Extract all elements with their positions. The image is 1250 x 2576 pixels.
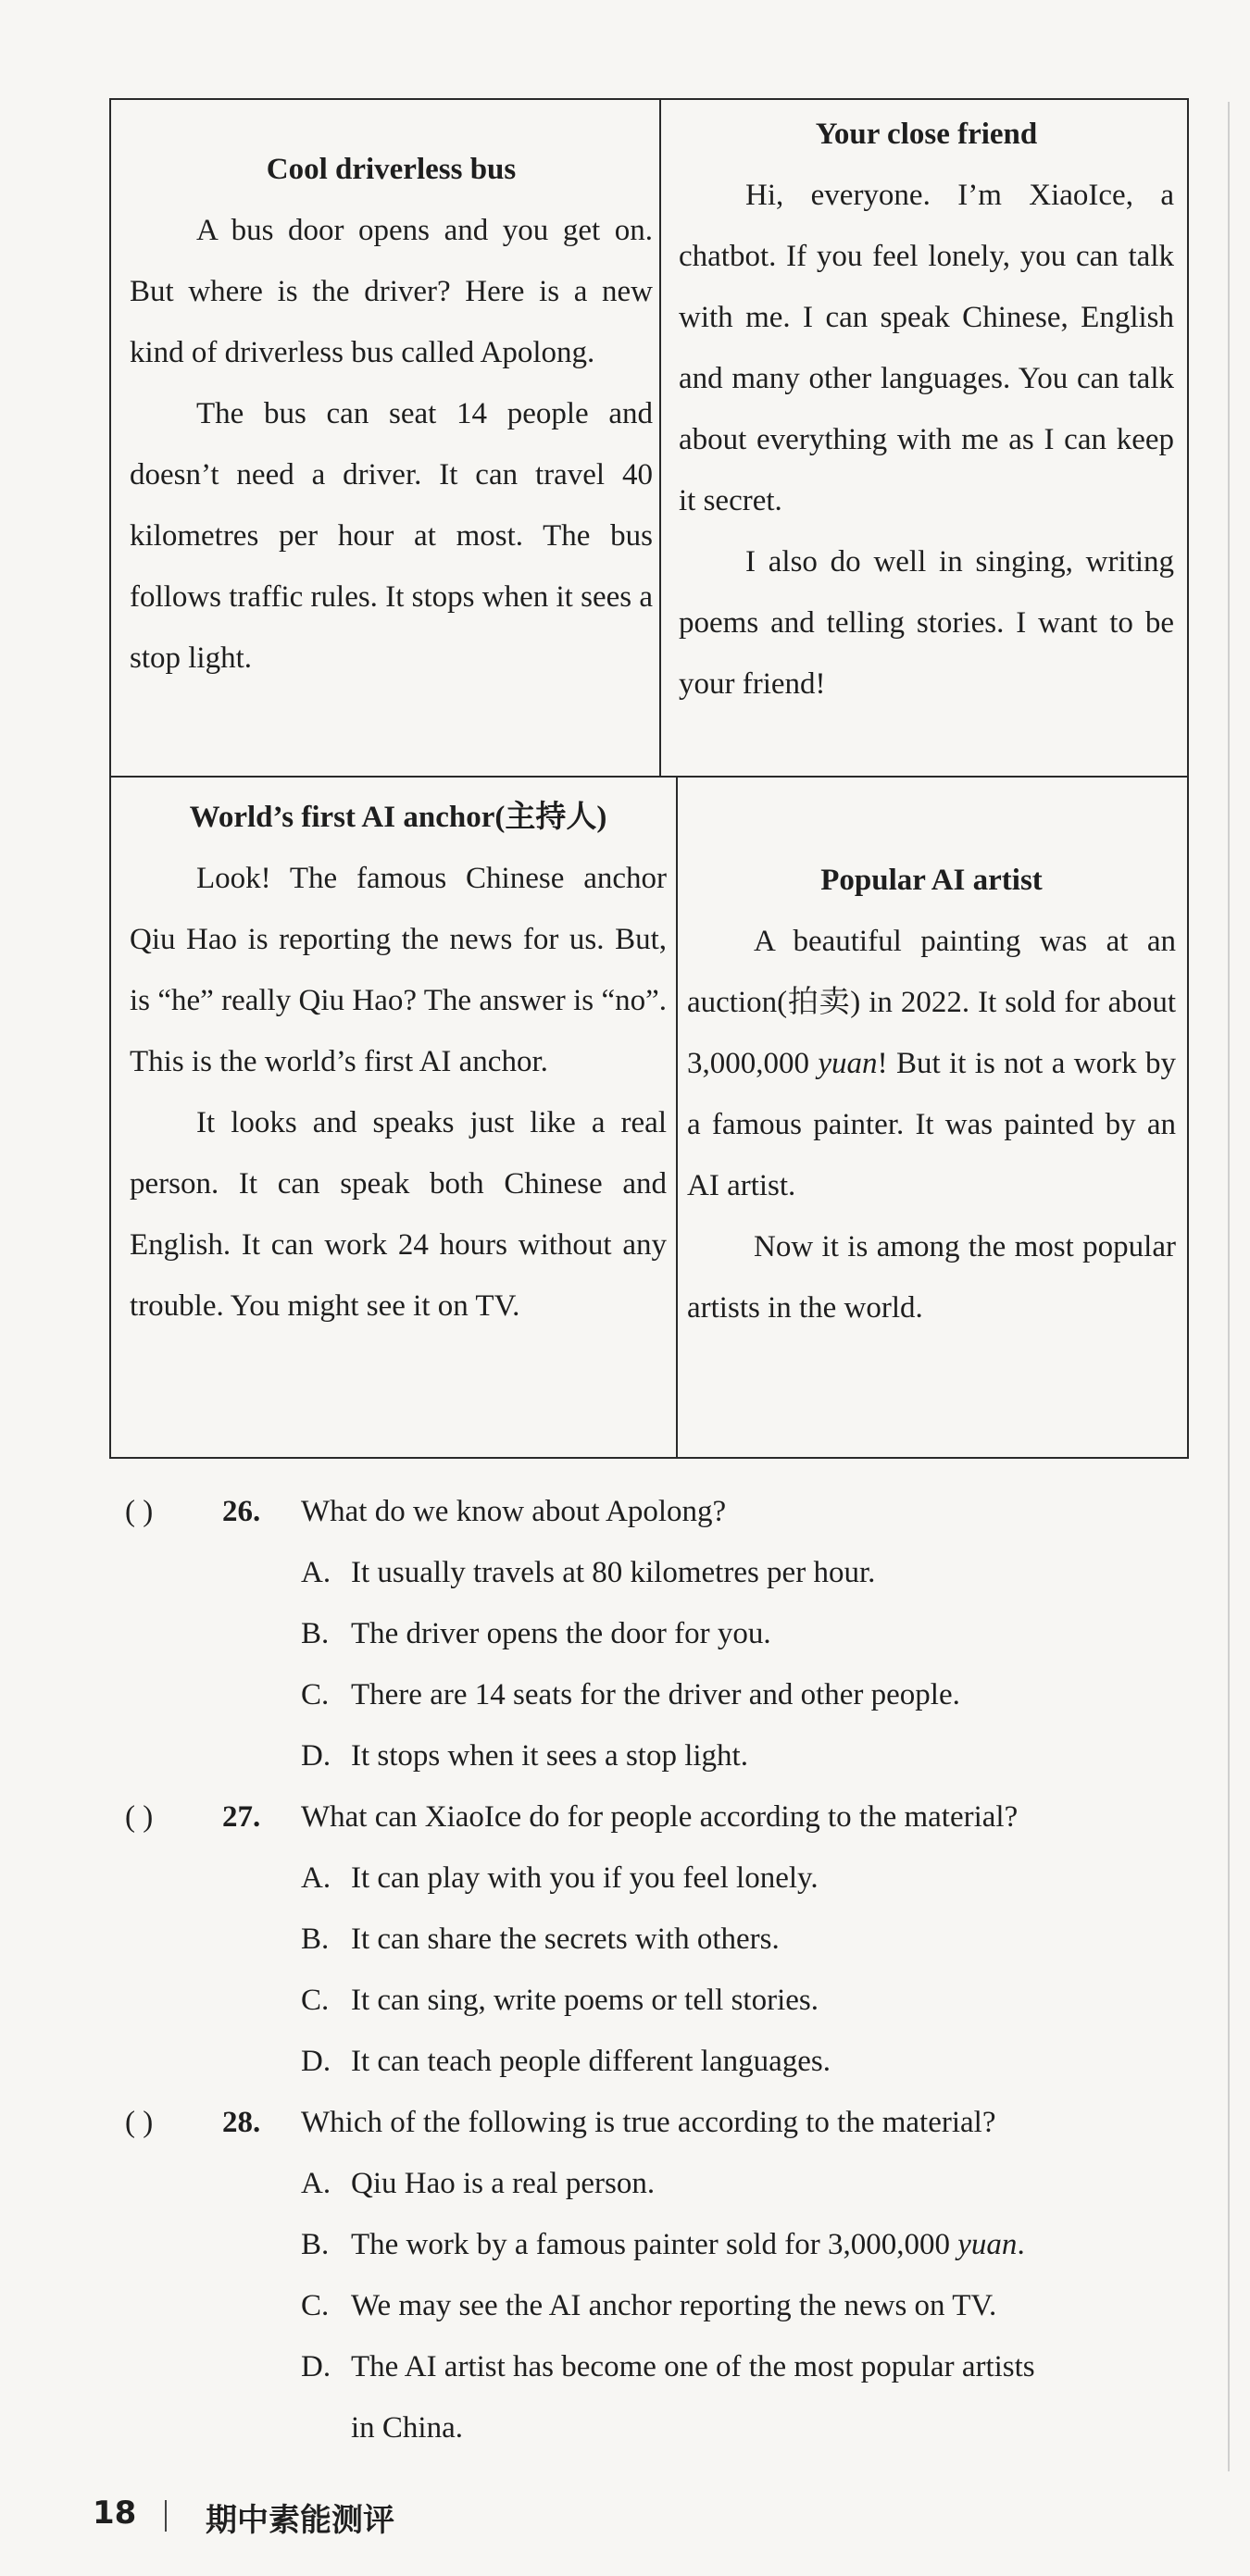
option bbox=[125, 1603, 1190, 1664]
option-letter: C. bbox=[301, 1678, 330, 1711]
option-letter: D. bbox=[301, 1739, 331, 1773]
passage-title: Cool driverless bus bbox=[266, 153, 517, 186]
passage-title: World’s first AI anchor(主持人) bbox=[189, 801, 607, 834]
table-divider-middle bbox=[109, 776, 1189, 778]
passage-paragraph: Now it is among the most popular artists in the world. bbox=[687, 1230, 1176, 1325]
answer-blank[interactable]: ( ) bbox=[125, 1800, 154, 1834]
option-punct: . bbox=[1017, 2228, 1025, 2261]
margin-rule bbox=[1228, 102, 1230, 2471]
passage-paragraph: It looks and speaks just like a real person. It can speak both Chinese and English. It can work 24 hours without any trouble. You might see it on TV. bbox=[130, 1106, 667, 1323]
question-text: What do we know about Apolong? bbox=[301, 1495, 727, 1528]
page-number: 18 bbox=[93, 2495, 137, 2532]
option-continuation bbox=[125, 2397, 1190, 2458]
paragraph-text: A beautiful painting was at an auction(拍卖) in 2022. It sold for about 3,000,000 bbox=[687, 925, 1176, 1080]
question-text: Which of the following is true according to the material? bbox=[301, 2106, 996, 2139]
option-text-main: The work by a famous painter sold for 3,000,000 bbox=[351, 2228, 958, 2261]
option bbox=[125, 2336, 1190, 2397]
question-text: What can XiaoIce do for people according to the material? bbox=[301, 1800, 1019, 1834]
passage-paragraph: Look! The famous Chinese anchor Qiu Hao is reporting the news for us. But, is “he” really Qiu Hao? The answer is “no”. This is the world’s first AI anchor. bbox=[130, 862, 667, 1078]
option-text: Qiu Hao is a real person. bbox=[351, 2167, 656, 2200]
footer-separator bbox=[165, 2500, 167, 2532]
option-letter: D. bbox=[301, 2045, 331, 2078]
option-text: It can share the secrets with others. bbox=[351, 1923, 780, 1956]
option-letter: C. bbox=[301, 1984, 330, 2017]
option-text: The AI artist has become one of the most popular artists bbox=[351, 2350, 1035, 2383]
option bbox=[125, 1970, 1190, 2031]
option-text: The driver opens the door for you. bbox=[351, 1617, 771, 1650]
option-text: It can teach people different languages. bbox=[351, 2045, 831, 2078]
option-letter: C. bbox=[301, 2289, 330, 2322]
passage-paragraph: Hi, everyone. I’m XiaoIce, a chatbot. If you feel lonely, you can talk with me. I can speak Chinese, English and many other languages. You can talk about everything with me as I can keep it secret. bbox=[679, 179, 1174, 517]
passage-ai-anchor bbox=[130, 787, 667, 1337]
option-letter: A. bbox=[301, 2167, 331, 2200]
passage-popular-ai-artist bbox=[687, 850, 1176, 1338]
option bbox=[125, 2031, 1190, 2092]
option-letter: A. bbox=[301, 1861, 331, 1895]
option-letter: B. bbox=[301, 1923, 330, 1956]
option-letter: A. bbox=[301, 1556, 331, 1589]
option-text: It stops when it sees a stop light. bbox=[351, 1739, 748, 1773]
option bbox=[125, 2153, 1190, 2214]
currency-word: yuan bbox=[818, 1047, 878, 1080]
option-text: It can play with you if you feel lonely. bbox=[351, 1861, 819, 1895]
option bbox=[125, 1664, 1190, 1725]
option-text: We may see the AI anchor reporting the news on TV. bbox=[351, 2289, 997, 2322]
paragraph-text: But it is not a work by a famous painter. It was painted by an AI artist. bbox=[687, 1047, 1177, 1202]
table-divider-bottom bbox=[676, 778, 678, 1459]
option bbox=[125, 1909, 1190, 1970]
passage-cool-driverless-bus bbox=[130, 139, 653, 689]
table-divider-top bbox=[659, 98, 661, 778]
passage-your-close-friend bbox=[679, 104, 1174, 715]
question-number: 26. bbox=[222, 1495, 261, 1528]
question-26 bbox=[125, 1481, 1190, 1542]
option bbox=[125, 2275, 1190, 2336]
question-number: 28. bbox=[222, 2106, 261, 2139]
question-list bbox=[125, 1481, 1190, 2458]
option bbox=[125, 1542, 1190, 1603]
option-text: It can sing, write poems or tell stories. bbox=[351, 1984, 819, 2017]
footer-title: 期中素能测评 bbox=[206, 2502, 394, 2539]
option bbox=[125, 1848, 1190, 1909]
option-text-continued: in China. bbox=[351, 2411, 463, 2445]
option-letter: D. bbox=[301, 2350, 331, 2383]
answer-blank[interactable]: ( ) bbox=[125, 2106, 154, 2139]
currency-word: yuan bbox=[957, 2228, 1018, 2261]
option-letter: B. bbox=[301, 1617, 330, 1650]
passage-paragraph: The bus can seat 14 people and doesn’t need a driver. It can travel 40 kilometres per hour at most. The bus follows traffic rules. It stops when it sees a stop light. bbox=[130, 397, 653, 675]
paragraph-punct: ! bbox=[877, 1047, 888, 1080]
passage-title: Popular AI artist bbox=[820, 864, 1043, 897]
question-number: 27. bbox=[222, 1800, 261, 1834]
passage-title: Your close friend bbox=[815, 118, 1038, 151]
option bbox=[125, 2214, 1190, 2275]
passage-paragraph: I also do well in singing, writing poems and telling stories. I want to be your friend! bbox=[679, 545, 1174, 701]
option bbox=[125, 1725, 1190, 1786]
option-text bbox=[351, 2214, 1025, 2275]
option-text: There are 14 seats for the driver and other people. bbox=[351, 1678, 960, 1711]
answer-blank[interactable]: ( ) bbox=[125, 1495, 154, 1528]
option-text: It usually travels at 80 kilometres per hour. bbox=[351, 1556, 876, 1589]
passage-paragraph: A bus door opens and you get on. But where is the driver? Here is a new kind of driverless bus called Apolong. bbox=[130, 214, 653, 369]
question-28 bbox=[125, 2092, 1190, 2153]
passage-paragraph bbox=[687, 911, 1176, 1216]
option-letter: B. bbox=[301, 2228, 330, 2261]
question-27 bbox=[125, 1786, 1190, 1848]
